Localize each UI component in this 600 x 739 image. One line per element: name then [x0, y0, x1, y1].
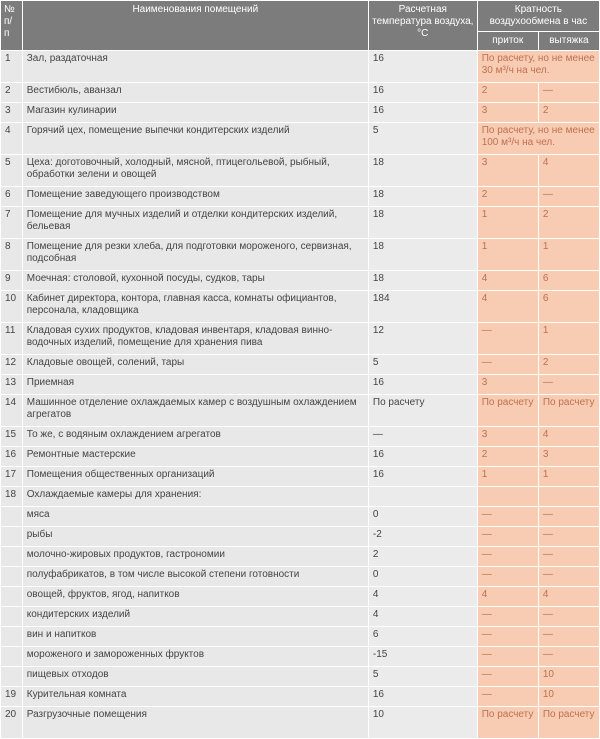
room-temperature: 0	[368, 567, 477, 587]
air-outflow	[538, 487, 599, 507]
room-name: овощей, фруктов, ягод, напитков	[22, 587, 368, 607]
row-number: 3	[1, 103, 23, 123]
air-outflow: 4	[538, 587, 599, 607]
table-header	[1, 1, 600, 51]
room-temperature: 16	[368, 687, 477, 707]
air-inflow: По расчету	[477, 395, 538, 427]
table-row	[1, 447, 600, 467]
air-exchange-merged: По расчету, но не менее 100 м³/ч на чел.	[477, 123, 599, 155]
header-room-name: Наименования помещений	[22, 1, 368, 51]
row-number	[1, 507, 23, 527]
air-inflow: —	[477, 323, 538, 355]
row-number	[1, 607, 23, 627]
air-inflow: —	[477, 567, 538, 587]
air-inflow: —	[477, 527, 538, 547]
air-inflow: 1	[477, 239, 538, 271]
air-outflow: —	[538, 507, 599, 527]
row-number: 18	[1, 487, 23, 507]
table-row	[1, 155, 600, 187]
table-body	[1, 51, 600, 739]
table-row	[1, 607, 600, 627]
row-number: 15	[1, 427, 23, 447]
air-outflow: —	[538, 607, 599, 627]
row-number	[1, 587, 23, 607]
room-name: Моечная: столовой, кухонной посуды, судков, тары	[22, 271, 368, 291]
header-outflow: вытяжка	[538, 32, 599, 51]
row-number	[1, 667, 23, 687]
air-inflow: 3	[477, 427, 538, 447]
air-outflow: 1	[538, 239, 599, 271]
table-row	[1, 567, 600, 587]
table-row	[1, 291, 600, 323]
air-exchange-merged: По расчету, но не менее 30 м³/ч на чел.	[477, 51, 599, 83]
row-number	[1, 647, 23, 667]
table-row	[1, 187, 600, 207]
room-temperature: 16	[368, 467, 477, 487]
table-row	[1, 647, 600, 667]
room-name: Помещение для резки хлеба, для подготовки мороженого, сервизная, подсобная	[22, 239, 368, 271]
table-row	[1, 547, 600, 567]
air-outflow: —	[538, 647, 599, 667]
air-outflow: По расчету	[538, 395, 599, 427]
table-row	[1, 103, 600, 123]
air-inflow: 3	[477, 103, 538, 123]
air-outflow: 4	[538, 427, 599, 447]
header-temperature: Расчетная температура воздуха, °С	[368, 1, 477, 51]
table-row	[1, 707, 600, 739]
room-name: Цеха: доготовочный, холодный, мясной, птицегольевой, рыбный, обработки зелени и овощей	[22, 155, 368, 187]
air-inflow: —	[477, 607, 538, 627]
row-number: 10	[1, 291, 23, 323]
air-outflow: 1	[538, 467, 599, 487]
room-name: Магазин кулинарии	[22, 103, 368, 123]
room-name: Кладовые овощей, солений, тары	[22, 355, 368, 375]
room-name: Помещение заведующего производством	[22, 187, 368, 207]
table-row	[1, 627, 600, 647]
room-temperature: 0	[368, 507, 477, 527]
room-temperature: 6	[368, 627, 477, 647]
room-name: Кладовая сухих продуктов, кладовая инвентаря, кладовая винно-водочных изделий, помещение для хранения пива	[22, 323, 368, 355]
air-outflow: —	[538, 527, 599, 547]
room-name: Приемная	[22, 375, 368, 395]
row-number: 16	[1, 447, 23, 467]
room-name: Разгрузочные помещения	[22, 707, 368, 739]
room-temperature: 10	[368, 707, 477, 739]
room-temperature: 5	[368, 667, 477, 687]
air-inflow: 4	[477, 587, 538, 607]
row-number	[1, 627, 23, 647]
air-outflow: —	[538, 567, 599, 587]
header-number: № п/ п	[1, 1, 23, 51]
air-inflow: —	[477, 627, 538, 647]
row-number: 20	[1, 707, 23, 739]
room-temperature: 16	[368, 103, 477, 123]
room-name: Машинное отделение охлаждаемых камер с воздушным охлаждением агрегатов	[22, 395, 368, 427]
room-temperature	[368, 487, 477, 507]
room-temperature: 16	[368, 375, 477, 395]
air-inflow: 2	[477, 447, 538, 467]
air-inflow: 2	[477, 187, 538, 207]
room-name: молочно-жировых продуктов, гастрономии	[22, 547, 368, 567]
air-outflow: 10	[538, 667, 599, 687]
table-row	[1, 207, 600, 239]
row-number: 19	[1, 687, 23, 707]
room-name: Зал, раздаточная	[22, 51, 368, 83]
table-row	[1, 467, 600, 487]
air-outflow: 1	[538, 323, 599, 355]
room-temperature: 2	[368, 547, 477, 567]
room-temperature: 16	[368, 447, 477, 467]
air-outflow: 6	[538, 271, 599, 291]
row-number: 4	[1, 123, 23, 155]
table-row	[1, 83, 600, 103]
air-outflow: 10	[538, 687, 599, 707]
room-temperature: —	[368, 427, 477, 447]
air-inflow: 4	[477, 271, 538, 291]
row-number: 17	[1, 467, 23, 487]
table-row	[1, 271, 600, 291]
room-temperature: -15	[368, 647, 477, 667]
room-temperature: 4	[368, 587, 477, 607]
air-inflow: —	[477, 547, 538, 567]
room-temperature: 18	[368, 155, 477, 187]
header-air-exchange: Кратность воздухообмена в час	[477, 1, 599, 32]
table-row	[1, 355, 600, 375]
room-temperature: 18	[368, 239, 477, 271]
row-number: 5	[1, 155, 23, 187]
room-name: Кабинет директора, контора, главная касса, комнаты официантов, персонала, кладовщика	[22, 291, 368, 323]
room-name: Горячий цех, помещение выпечки кондитерских изделий	[22, 123, 368, 155]
air-outflow: —	[538, 375, 599, 395]
room-name: Ремонтные мастерские	[22, 447, 368, 467]
room-temperature: 16	[368, 51, 477, 83]
room-name: Помещения общественных организаций	[22, 467, 368, 487]
row-number: 8	[1, 239, 23, 271]
row-number: 12	[1, 355, 23, 375]
table-row	[1, 427, 600, 447]
table-row	[1, 375, 600, 395]
row-number: 2	[1, 83, 23, 103]
room-name: мороженого и замороженных фруктов	[22, 647, 368, 667]
air-inflow: —	[477, 667, 538, 687]
air-inflow: 1	[477, 467, 538, 487]
room-name: мяса	[22, 507, 368, 527]
room-name: Вестибюль, аванзал	[22, 83, 368, 103]
row-number: 1	[1, 51, 23, 83]
room-temperature: 184	[368, 291, 477, 323]
room-name: пищевых отходов	[22, 667, 368, 687]
row-number: 13	[1, 375, 23, 395]
room-temperature: По расчету	[368, 395, 477, 427]
table-row	[1, 323, 600, 355]
air-inflow: —	[477, 507, 538, 527]
room-name: Охлаждаемые камеры для хранения:	[22, 487, 368, 507]
table-row	[1, 239, 600, 271]
row-number	[1, 547, 23, 567]
air-inflow: 4	[477, 291, 538, 323]
row-number: 6	[1, 187, 23, 207]
air-outflow: По расчету	[538, 707, 599, 739]
row-number	[1, 527, 23, 547]
air-inflow: По расчету	[477, 707, 538, 739]
table-row	[1, 667, 600, 687]
air-outflow: 2	[538, 355, 599, 375]
air-inflow: 2	[477, 83, 538, 103]
air-inflow: —	[477, 355, 538, 375]
room-name: вин и напитков	[22, 627, 368, 647]
air-outflow: 4	[538, 155, 599, 187]
air-outflow: —	[538, 83, 599, 103]
room-name: кондитерских изделий	[22, 607, 368, 627]
table-row	[1, 507, 600, 527]
room-temperature: 4	[368, 607, 477, 627]
row-number	[1, 567, 23, 587]
table-row	[1, 587, 600, 607]
room-name: полуфабрикатов, в том числе высокой степени готовности	[22, 567, 368, 587]
air-outflow: —	[538, 547, 599, 567]
air-outflow: —	[538, 627, 599, 647]
row-number: 7	[1, 207, 23, 239]
room-temperature: 12	[368, 323, 477, 355]
table-row	[1, 527, 600, 547]
air-inflow: 3	[477, 155, 538, 187]
table-row	[1, 395, 600, 427]
room-temperature: -2	[368, 527, 477, 547]
table-row	[1, 51, 600, 83]
air-inflow: —	[477, 647, 538, 667]
air-outflow: 2	[538, 103, 599, 123]
air-inflow: 1	[477, 207, 538, 239]
room-temperature: 5	[368, 123, 477, 155]
row-number: 9	[1, 271, 23, 291]
room-temperature: 18	[368, 187, 477, 207]
row-number: 11	[1, 323, 23, 355]
table-row	[1, 687, 600, 707]
air-inflow: —	[477, 687, 538, 707]
table-row	[1, 487, 600, 507]
air-outflow: 3	[538, 447, 599, 467]
room-name: Помещение для мучных изделий и отделки кондитерских изделий, бельевая	[22, 207, 368, 239]
air-outflow: —	[538, 187, 599, 207]
room-temperature: 18	[368, 271, 477, 291]
table-row	[1, 123, 600, 155]
air-inflow	[477, 487, 538, 507]
air-inflow: 3	[477, 375, 538, 395]
room-name: Курительная комната	[22, 687, 368, 707]
header-inflow: приток	[477, 32, 538, 51]
row-number: 14	[1, 395, 23, 427]
room-name: То же, с водяным охлаждением агрегатов	[22, 427, 368, 447]
room-name: рыбы	[22, 527, 368, 547]
air-outflow: 6	[538, 291, 599, 323]
air-outflow: 2	[538, 207, 599, 239]
room-temperature: 5	[368, 355, 477, 375]
room-temperature: 16	[368, 83, 477, 103]
room-temperature: 18	[368, 207, 477, 239]
